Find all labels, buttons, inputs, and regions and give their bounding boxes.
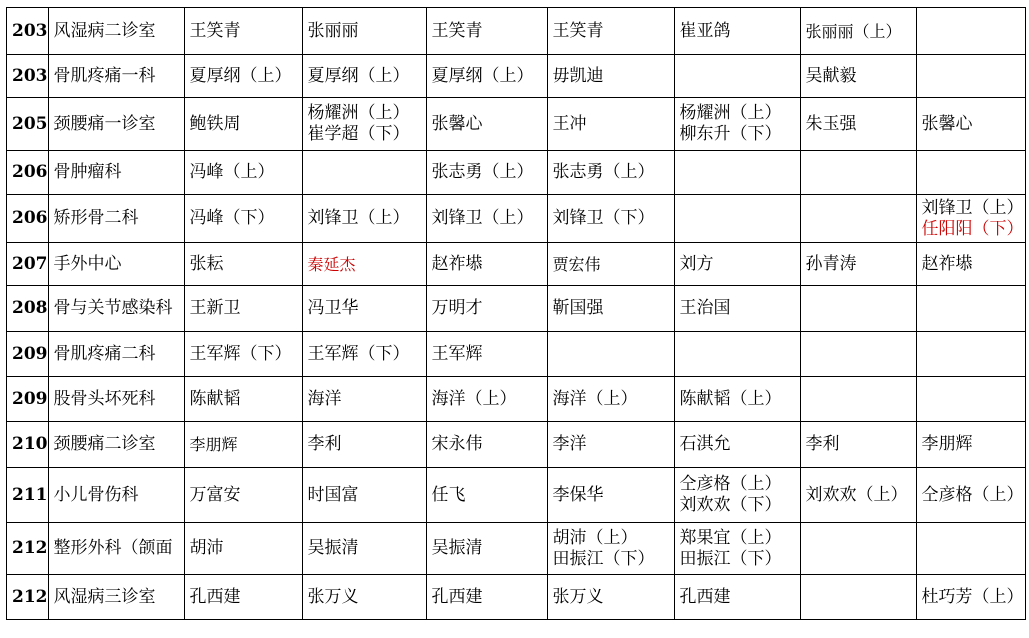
department-cell: 风湿病三诊室 — [48, 575, 184, 620]
table-row — [7, 286, 1026, 332]
doctor-cell — [547, 332, 674, 377]
doctor-cell — [426, 422, 547, 468]
room-number-cell: 206 — [7, 195, 49, 243]
doctor-name: 毋凯迪 — [552, 65, 604, 86]
room-number-cell: 205 — [7, 98, 49, 151]
doctor-name: 夏厚纲（上） — [431, 65, 534, 86]
doctor-name: 李洋 — [552, 434, 587, 454]
doctor-cell — [674, 575, 800, 620]
table-row — [7, 195, 1026, 243]
doctor-cell — [184, 468, 302, 523]
doctor-cell — [547, 8, 674, 55]
department-cell: 骨与关节感染科 — [48, 286, 184, 332]
doctor-name: 郑果宜（上） — [679, 527, 782, 548]
department-cell: 骨肌疼痛二科 — [48, 332, 184, 377]
table-row — [7, 575, 1026, 620]
doctor-cell — [184, 151, 302, 195]
doctor-cell — [800, 98, 916, 151]
department-cell: 骨肌疼痛一科 — [48, 55, 184, 98]
doctor-cell — [800, 422, 916, 468]
doctor-cell — [800, 243, 916, 286]
doctor-name: 冯峰（上） — [189, 162, 275, 182]
doctor-name: 吴振清 — [431, 538, 483, 558]
doctor-cell — [302, 286, 426, 332]
department-cell: 矫形骨二科 — [48, 195, 184, 243]
doctor-cell — [800, 8, 916, 55]
department-cell: 整形外科（颌面 — [48, 523, 184, 575]
table-row — [7, 8, 1026, 55]
doctor-name: 王治国 — [679, 298, 731, 318]
doctor-cell — [426, 151, 547, 195]
doctor-name: 张丽丽 — [307, 20, 359, 41]
doctor-cell — [184, 98, 302, 151]
doctor-cell — [426, 55, 547, 98]
doctor-cell — [916, 332, 1025, 377]
doctor-cell — [302, 468, 426, 523]
doctor-cell — [547, 422, 674, 468]
doctor-name: 田振江（下） — [552, 548, 655, 569]
doctor-name: 王笑青 — [189, 20, 241, 41]
schedule-body — [7, 8, 1026, 620]
doctor-name: 王笑青 — [552, 20, 604, 41]
doctor-name: 田振江（下） — [679, 548, 782, 569]
doctor-cell — [184, 575, 302, 620]
table-row — [7, 151, 1026, 195]
doctor-name: 时国富 — [307, 484, 359, 505]
doctor-name: 李朋辉 — [921, 434, 973, 454]
doctor-name: 王新卫 — [189, 298, 241, 318]
doctor-cell — [547, 575, 674, 620]
room-number-cell: 207 — [7, 243, 49, 286]
doctor-cell — [916, 286, 1025, 332]
doctor-name: 张万义 — [552, 586, 604, 607]
doctor-name: 鲍铁周 — [189, 113, 241, 134]
doctor-cell — [916, 98, 1025, 151]
doctor-cell — [302, 195, 426, 243]
doctor-cell — [800, 55, 916, 98]
doctor-name: 万富安 — [189, 484, 241, 505]
doctor-cell — [674, 243, 800, 286]
doctor-name: 赵祚塨 — [431, 253, 483, 274]
doctor-cell — [674, 377, 800, 422]
doctor-cell — [426, 575, 547, 620]
doctor-name: 刘锋卫（上） — [921, 197, 1024, 218]
doctor-cell — [426, 286, 547, 332]
doctor-name: 宋永伟 — [431, 434, 483, 454]
room-number-cell: 209 — [7, 332, 49, 377]
doctor-name: 杨耀洲（上） — [307, 103, 410, 123]
doctor-name: 李利 — [307, 434, 342, 454]
doctor-name: 陈献韬 — [189, 388, 241, 409]
table-row — [7, 523, 1026, 575]
doctor-name: 张万义 — [307, 586, 359, 607]
doctor-name: 刘欢欢（下） — [679, 495, 782, 515]
doctor-cell — [184, 55, 302, 98]
doctor-name: 秦延杰 — [307, 254, 356, 274]
doctor-name: 崔学超（下） — [307, 124, 410, 144]
doctor-name: 冯卫华 — [307, 298, 359, 318]
doctor-name: 刘方 — [679, 253, 714, 274]
doctor-cell — [916, 151, 1025, 195]
doctor-cell — [302, 243, 426, 286]
doctor-cell — [674, 468, 800, 523]
department-cell: 手外中心 — [48, 243, 184, 286]
doctor-cell — [547, 195, 674, 243]
doctor-name: 贾宏伟 — [552, 254, 601, 274]
doctor-cell — [547, 98, 674, 151]
room-number-cell: 209 — [7, 377, 49, 422]
doctor-name: 孙青涛 — [805, 253, 857, 274]
doctor-name: 吴振清 — [307, 538, 359, 558]
doctor-cell — [426, 377, 547, 422]
doctor-cell — [184, 332, 302, 377]
doctor-name: 海洋 — [307, 388, 342, 409]
doctor-name: 冯峰（下） — [189, 208, 275, 228]
doctor-cell — [426, 332, 547, 377]
doctor-cell — [916, 8, 1025, 55]
doctor-name: 陈献韬（上） — [679, 388, 782, 409]
doctor-cell — [547, 286, 674, 332]
doctor-name: 夏厚纲（上） — [189, 65, 292, 86]
room-number-cell: 212 — [7, 523, 49, 575]
doctor-name: 孔西建 — [679, 586, 731, 607]
department-cell: 骨肿瘤科 — [48, 151, 184, 195]
doctor-name: 万明才 — [431, 298, 483, 318]
doctor-name: 任飞 — [431, 484, 466, 505]
doctor-cell — [674, 332, 800, 377]
doctor-cell — [184, 243, 302, 286]
doctor-cell — [184, 195, 302, 243]
doctor-cell — [302, 523, 426, 575]
doctor-name: 仝彦格（上） — [679, 474, 782, 494]
doctor-cell — [184, 377, 302, 422]
doctor-cell — [547, 468, 674, 523]
doctor-name: 柳东升（下） — [679, 124, 782, 144]
doctor-cell — [426, 468, 547, 523]
doctor-name: 张耘 — [189, 253, 224, 274]
table-row — [7, 377, 1026, 422]
doctor-name: 王军辉 — [431, 343, 483, 364]
doctor-name: 张志勇（上） — [431, 162, 534, 182]
doctor-cell — [674, 55, 800, 98]
doctor-name: 夏厚纲（上） — [307, 65, 410, 86]
doctor-name: 任阳阳（下） — [921, 218, 1024, 239]
doctor-name: 张志勇（上） — [552, 162, 655, 182]
doctor-cell — [674, 422, 800, 468]
room-number-cell: 206 — [7, 151, 49, 195]
doctor-cell — [916, 575, 1025, 620]
doctor-cell — [916, 523, 1025, 575]
doctor-name: 李保华 — [552, 484, 604, 505]
doctor-name: 胡沛 — [189, 538, 224, 558]
doctor-cell — [916, 422, 1025, 468]
doctor-cell — [547, 377, 674, 422]
doctor-name: 刘欢欢（上） — [805, 484, 908, 505]
doctor-name: 靳国强 — [552, 298, 604, 318]
doctor-cell — [426, 523, 547, 575]
table-row — [7, 243, 1026, 286]
doctor-cell — [674, 151, 800, 195]
doctor-cell — [800, 151, 916, 195]
doctor-cell — [426, 98, 547, 151]
doctor-cell — [302, 575, 426, 620]
doctor-cell — [302, 422, 426, 468]
department-cell: 颈腰痛二诊室 — [48, 422, 184, 468]
doctor-cell — [916, 55, 1025, 98]
doctor-name: 李利 — [805, 434, 840, 454]
doctor-cell — [800, 332, 916, 377]
doctor-cell — [800, 468, 916, 523]
doctor-cell — [916, 377, 1025, 422]
doctor-cell — [674, 195, 800, 243]
doctor-cell — [302, 8, 426, 55]
doctor-name: 海洋（上） — [552, 388, 638, 409]
doctor-name: 石淇允 — [679, 434, 731, 454]
doctor-name: 孔西建 — [189, 586, 241, 607]
doctor-cell — [674, 286, 800, 332]
doctor-cell — [547, 243, 674, 286]
doctor-name: 王冲 — [552, 113, 587, 134]
room-number-cell: 208 — [7, 286, 49, 332]
doctor-name: 胡沛（上） — [552, 527, 638, 548]
doctor-cell — [674, 523, 800, 575]
doctor-cell — [184, 422, 302, 468]
doctor-cell — [184, 8, 302, 55]
table-row — [7, 422, 1026, 468]
doctor-cell — [800, 195, 916, 243]
doctor-name: 王军辉（下） — [307, 343, 410, 364]
doctor-cell — [302, 377, 426, 422]
table-row — [7, 98, 1026, 151]
table-row — [7, 332, 1026, 377]
doctor-name: 王笑青 — [431, 20, 483, 41]
doctor-cell — [800, 523, 916, 575]
doctor-name: 孔西建 — [431, 586, 483, 607]
department-cell: 风湿病二诊室 — [48, 8, 184, 55]
room-number-cell: 203 — [7, 55, 49, 98]
doctor-cell — [302, 55, 426, 98]
doctor-cell — [184, 286, 302, 332]
doctor-cell — [302, 332, 426, 377]
department-cell: 颈腰痛一诊室 — [48, 98, 184, 151]
doctor-cell — [302, 151, 426, 195]
doctor-cell — [800, 575, 916, 620]
doctor-cell — [547, 523, 674, 575]
room-number-cell: 210 — [7, 422, 49, 468]
doctor-name: 张丽丽（上） — [805, 21, 902, 41]
doctor-cell — [916, 468, 1025, 523]
doctor-cell — [800, 286, 916, 332]
doctor-name: 李朋辉 — [189, 435, 238, 454]
table-row — [7, 468, 1026, 523]
doctor-name: 海洋（上） — [431, 388, 517, 409]
doctor-name: 刘锋卫（上） — [307, 208, 410, 228]
doctor-name: 张馨心 — [431, 113, 483, 134]
doctor-name: 张馨心 — [921, 113, 973, 134]
doctor-name: 刘锋卫（上） — [431, 208, 534, 228]
doctor-name: 杜巧芳（上） — [921, 586, 1024, 607]
clinic-schedule-table — [6, 7, 1026, 620]
doctor-cell — [916, 195, 1025, 243]
doctor-cell — [426, 195, 547, 243]
doctor-cell — [800, 377, 916, 422]
department-cell: 小儿骨伤科 — [48, 468, 184, 523]
doctor-cell — [674, 98, 800, 151]
department-cell: 股骨头坏死科 — [48, 377, 184, 422]
doctor-cell — [184, 523, 302, 575]
room-number-cell: 212 — [7, 575, 49, 620]
doctor-name: 王军辉（下） — [189, 343, 292, 364]
room-number-cell: 203 — [7, 8, 49, 55]
room-number-cell: 211 — [7, 468, 49, 523]
doctor-cell — [547, 55, 674, 98]
doctor-name: 吴献毅 — [805, 65, 857, 86]
doctor-cell — [916, 243, 1025, 286]
doctor-cell — [302, 98, 426, 151]
doctor-name: 朱玉强 — [805, 113, 857, 134]
doctor-name: 仝彦格（上） — [921, 484, 1024, 505]
doctor-name: 崔亚鸽 — [679, 20, 731, 41]
doctor-name: 杨耀洲（上） — [679, 103, 782, 123]
doctor-name: 赵祚塨 — [921, 253, 973, 274]
doctor-cell — [674, 8, 800, 55]
doctor-cell — [547, 151, 674, 195]
doctor-cell — [426, 8, 547, 55]
doctor-cell — [426, 243, 547, 286]
table-row — [7, 55, 1026, 98]
doctor-name: 刘锋卫（下） — [552, 208, 655, 228]
